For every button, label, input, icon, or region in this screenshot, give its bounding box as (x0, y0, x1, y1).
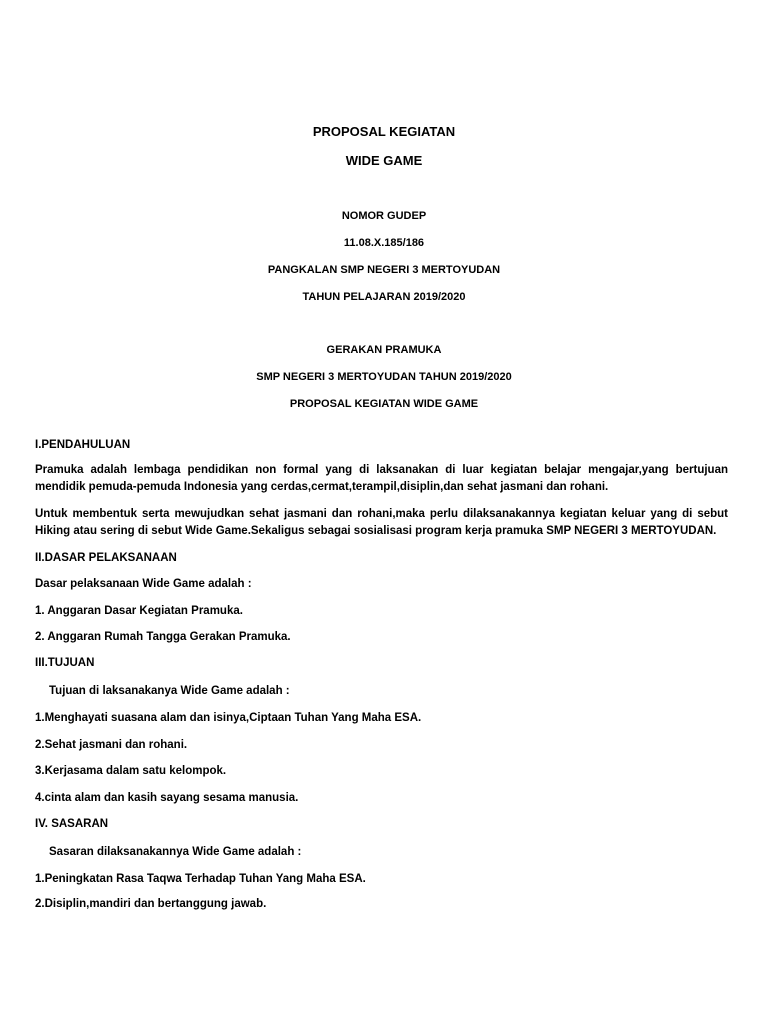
document-subtitle: WIDE GAME (345, 153, 423, 168)
dasar-intro: Dasar pelaksanaan Wide Game adalah : (35, 578, 252, 590)
proposal-line: PROPOSAL KEGIATAN WIDE GAME (289, 398, 479, 410)
list-item: 1.Peningkatan Rasa Taqwa Terhadap Tuhan Yang Maha ESA. (35, 873, 366, 885)
list-item: 1.Menghayati suasana alam dan isinya,Ciptaan Tuhan Yang Maha ESA. (35, 712, 422, 724)
section-heading-sasaran: IV. SASARAN (35, 818, 109, 830)
paragraph-pendahuluan-1: Pramuka adalah lembaga pendidikan non formal yang di laksanakan di luar kegiatan belajar mengajar,yang bertujuan mendidik pemuda-pemuda Indonesia yang cerdas,cermat,terampil,disiplin,dan sehat jasmani dan rohani. (35, 464, 728, 493)
list-item: 3.Kerjasama dalam satu kelompok. (35, 765, 227, 777)
section-heading-dasar: II.DASAR PELAKSANAAN (35, 552, 177, 564)
document-title: PROPOSAL KEGIATAN (312, 124, 456, 139)
org-name: GERAKAN PRAMUKA (326, 344, 442, 356)
gudep-number: 11.08.X.185/186 (343, 237, 425, 249)
pangkalan-line: PANGKALAN SMP NEGERI 3 MERTOYUDAN (267, 264, 501, 276)
academic-year-line: TAHUN PELAJARAN 2019/2020 (302, 291, 466, 303)
gudep-label: NOMOR GUDEP (341, 210, 427, 222)
list-item: 2.Disiplin,mandiri dan bertanggung jawab. (35, 898, 267, 910)
tujuan-intro: Tujuan di laksanakanya Wide Game adalah : (49, 685, 290, 697)
section-heading-pendahuluan: I.PENDAHULUAN (35, 439, 131, 451)
list-item: 4.cinta alam dan kasih sayang sesama manusia. (35, 792, 299, 804)
list-item: 2. Anggaran Rumah Tangga Gerakan Pramuka. (35, 631, 291, 643)
school-year-line: SMP NEGERI 3 MERTOYUDAN TAHUN 2019/2020 (256, 371, 512, 383)
paragraph-pendahuluan-2: Untuk membentuk serta mewujudkan sehat jasmani dan rohani,maka perlu dilaksanakannya kegiatan keluar yang di sebut Hiking atau sering di sebut Wide Game.Sekaligus sebagai sosialisasi program kerja pramuka SMP NEGERI 3 MERTOYUDAN. (35, 508, 728, 537)
sasaran-intro: Sasaran dilaksanakannya Wide Game adalah : (49, 846, 302, 858)
list-item: 1. Anggaran Dasar Kegiatan Pramuka. (35, 605, 243, 617)
section-heading-tujuan: III.TUJUAN (35, 657, 95, 669)
list-item: 2.Sehat jasmani dan rohani. (35, 739, 188, 751)
